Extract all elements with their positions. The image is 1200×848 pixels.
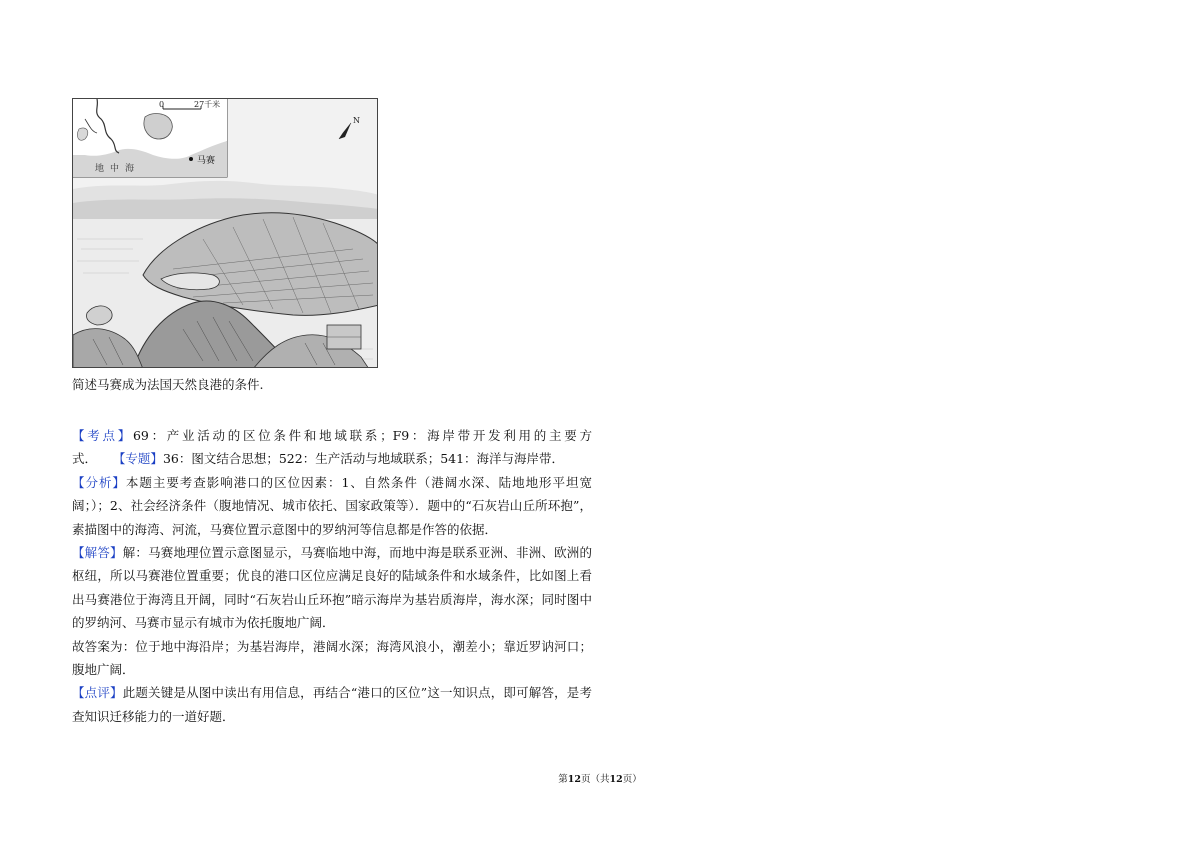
page-footer bbox=[0, 773, 1200, 787]
jieda-paragraph bbox=[72, 541, 592, 635]
fenxi-text: 本题主要考查影响港口的区位因素：1、自然条件（港阔水深、陆地地形平坦宽阔；）；2、社会经济条件（腹地情况、城市依托、国家政策等）．题中的“石灰岩山丘所环抱”，素描图中的海湾、河流，马赛位置示意图中的罗纳河等信息都是作答的依据． bbox=[72, 474, 592, 537]
scale-distance: 27千米 bbox=[194, 100, 221, 109]
dianping-tag: 【点评】 bbox=[72, 685, 123, 701]
fenxi-paragraph bbox=[72, 471, 592, 541]
dianping-paragraph bbox=[72, 681, 592, 728]
footer-mid: 页（共 bbox=[580, 774, 610, 785]
kaodian-tag: 【考点】 bbox=[72, 428, 133, 443]
kaodian-paragraph bbox=[72, 424, 592, 471]
footer-page-number: 12 bbox=[567, 774, 581, 785]
zhuanti-tag: 【专题】 bbox=[112, 451, 163, 467]
dianping-text: 此题关键是从图中读出有用信息，再结合“港口的区位”这一知识点，即可解答，是考查知识迁移能力的一道好题． bbox=[72, 685, 592, 724]
footer-total-pages: 12 bbox=[609, 774, 623, 785]
question-text: 简述马赛成为法国天然良港的条件. bbox=[72, 377, 264, 392]
sea-label: 地中海 bbox=[95, 164, 141, 174]
city-marker bbox=[189, 157, 193, 161]
answer-paragraph: 故答案为：位于地中海沿岸；为基岩海岸，港阔水深；海湾风浪小，潮差小；靠近罗讷河口；腹地广阔． bbox=[72, 638, 592, 678]
inset-map bbox=[73, 99, 227, 177]
footer-prefix: 第 bbox=[558, 774, 568, 785]
jieda-text: 解：马赛地理位置示意图显示，马赛临地中海，而地中海是联系亚洲、非洲、欧洲的枢纽，所以马赛港位置重要；优良的港口区位应满足良好的陆域条件和水域条件，比如图上看出马赛港位于海湾且开阔，同时“石灰岩山丘环抱”暗示海岸为基岩质海岸，海水深；同时图中的罗纳河、马赛市显示有城市为依托腹地广阔． bbox=[72, 545, 592, 631]
marseille-illustration bbox=[73, 99, 378, 368]
zhuanti-text: 36：图文结合思想；522：生产活动与地域联系；541：海洋与海岸带． bbox=[162, 451, 565, 467]
marseille-figure bbox=[72, 98, 378, 368]
solution-block bbox=[72, 424, 592, 728]
scale-zero: 0 bbox=[159, 100, 165, 109]
city-label: 马赛 bbox=[197, 156, 216, 166]
north-label: N bbox=[353, 116, 360, 125]
fenxi-tag: 【分析】 bbox=[72, 474, 126, 490]
jieda-tag: 【解答】 bbox=[72, 545, 123, 561]
footer-suffix: 页） bbox=[622, 774, 642, 785]
harbor-sketch bbox=[73, 181, 378, 368]
kaodian-text: 69：产业活动的区位条件和地域联系；F9：海岸带开发利用的主要方式． bbox=[72, 428, 592, 467]
